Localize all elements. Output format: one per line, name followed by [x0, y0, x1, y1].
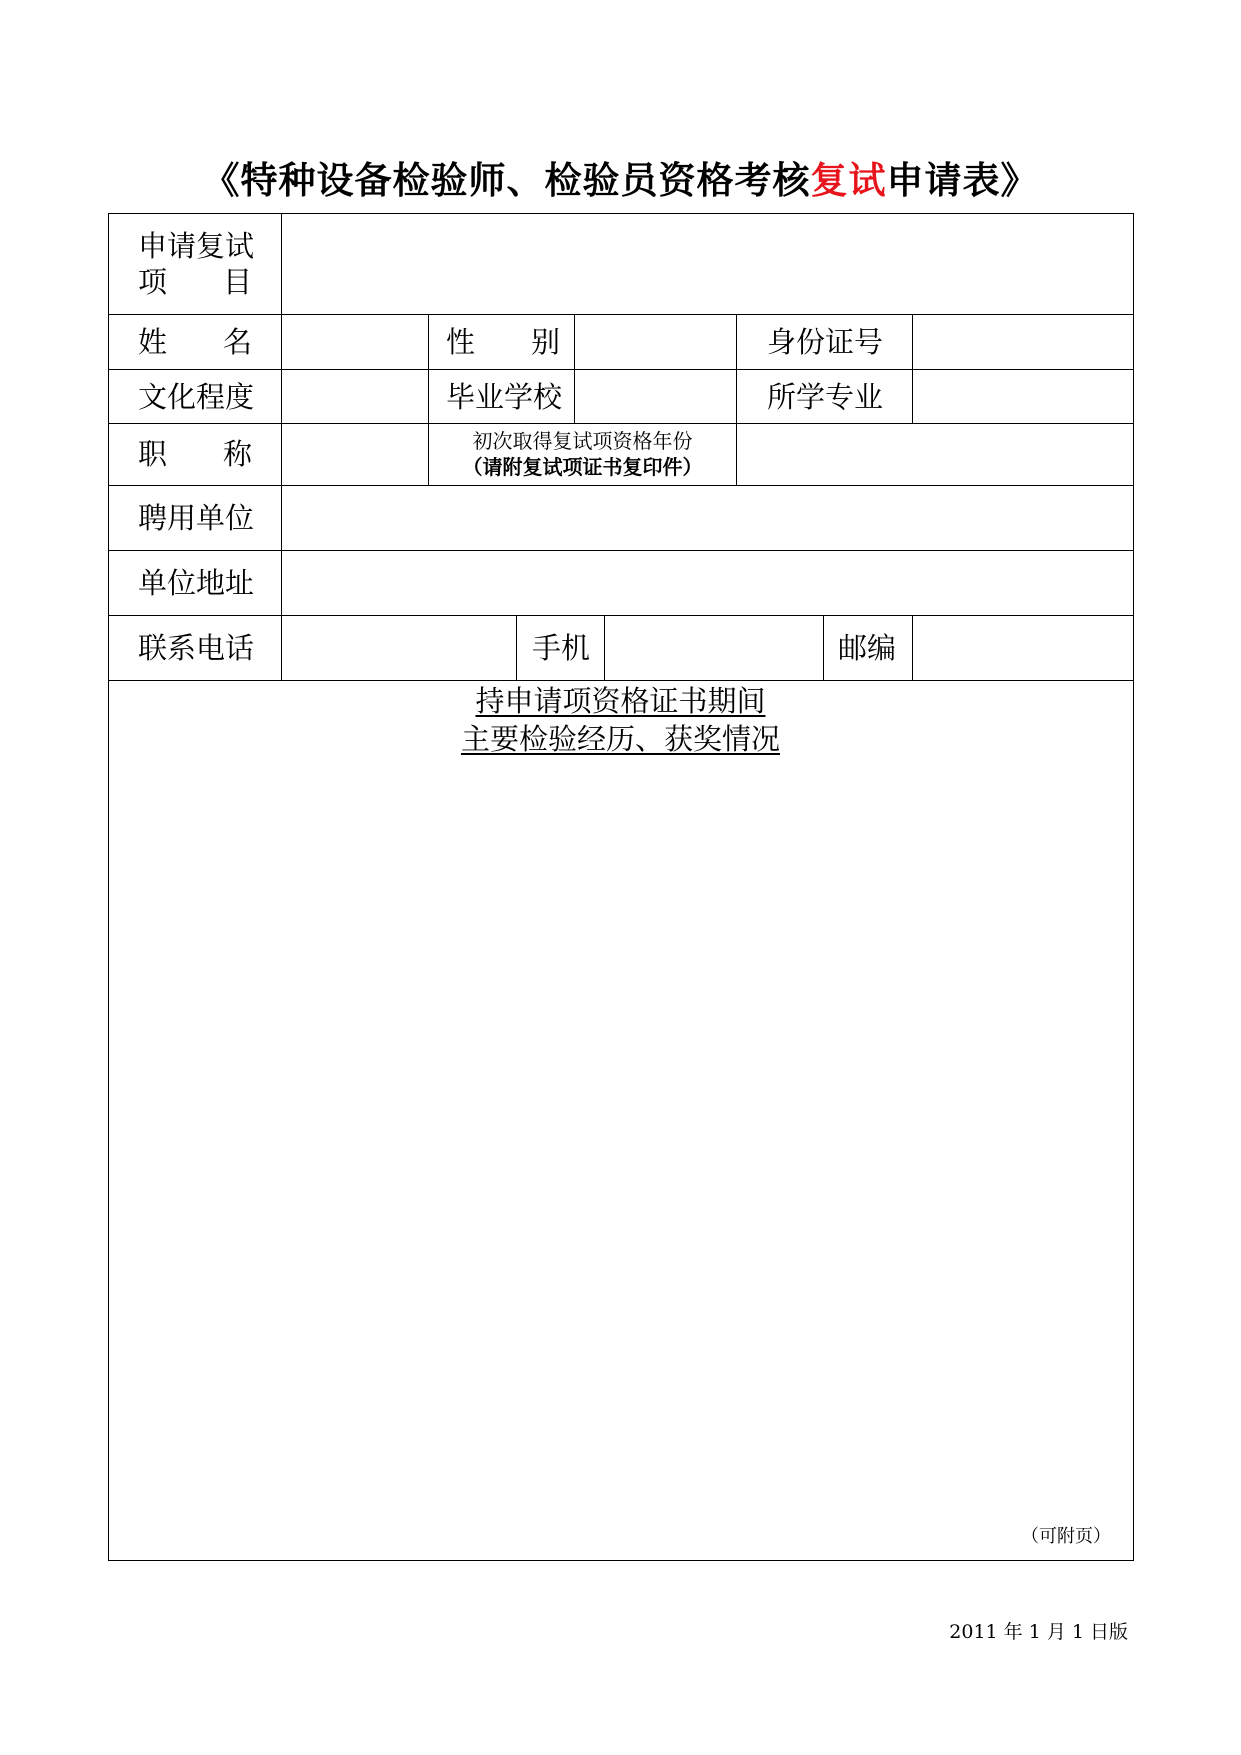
first-year-label: 初次取得复试项资格年份 （请附复试项证书复印件） — [462, 429, 703, 479]
column-divider — [574, 314, 575, 423]
title-rank-label: 职 称 — [138, 437, 252, 471]
row-divider — [108, 550, 1134, 551]
apply-item-label: 申请复试 项 目 — [138, 229, 255, 299]
page-title: 《特种设备检验师、检验员资格考核复试申请表》 — [202, 158, 1039, 202]
title-highlight: 复试 — [810, 158, 887, 202]
employer-label: 聘用单位 — [138, 501, 255, 535]
attach-note: （可附页） — [1021, 1526, 1111, 1547]
gender-label: 性 别 — [446, 325, 560, 359]
version-date: 2011 年 1 月 1 日版 — [949, 1621, 1128, 1643]
experience-heading-line2: 主要检验经历、获奖情况 — [460, 722, 780, 756]
column-divider — [736, 314, 737, 485]
row-divider — [108, 369, 1134, 370]
row-divider — [108, 423, 1134, 424]
school-label: 毕业学校 — [446, 380, 563, 414]
experience-heading-line1: 持申请项资格证书期间 — [475, 684, 766, 718]
column-divider — [516, 615, 517, 680]
row-divider — [108, 680, 1134, 681]
column-divider — [912, 615, 913, 680]
column-divider — [912, 314, 913, 423]
phone-label: 联系电话 — [138, 631, 255, 665]
column-divider — [281, 213, 282, 680]
column-divider — [823, 615, 824, 680]
major-label: 所学专业 — [767, 380, 884, 414]
address-label: 单位地址 — [138, 566, 255, 600]
row-divider — [108, 485, 1134, 486]
row-divider — [108, 615, 1134, 616]
application-form-table — [108, 213, 1134, 1561]
education-label: 文化程度 — [138, 380, 255, 414]
column-divider — [604, 615, 605, 680]
postcode-label: 邮编 — [838, 631, 897, 665]
name-label: 姓 名 — [138, 325, 252, 359]
id-number-label: 身份证号 — [767, 325, 884, 359]
row-divider — [108, 314, 1134, 315]
mobile-label: 手机 — [532, 631, 591, 665]
